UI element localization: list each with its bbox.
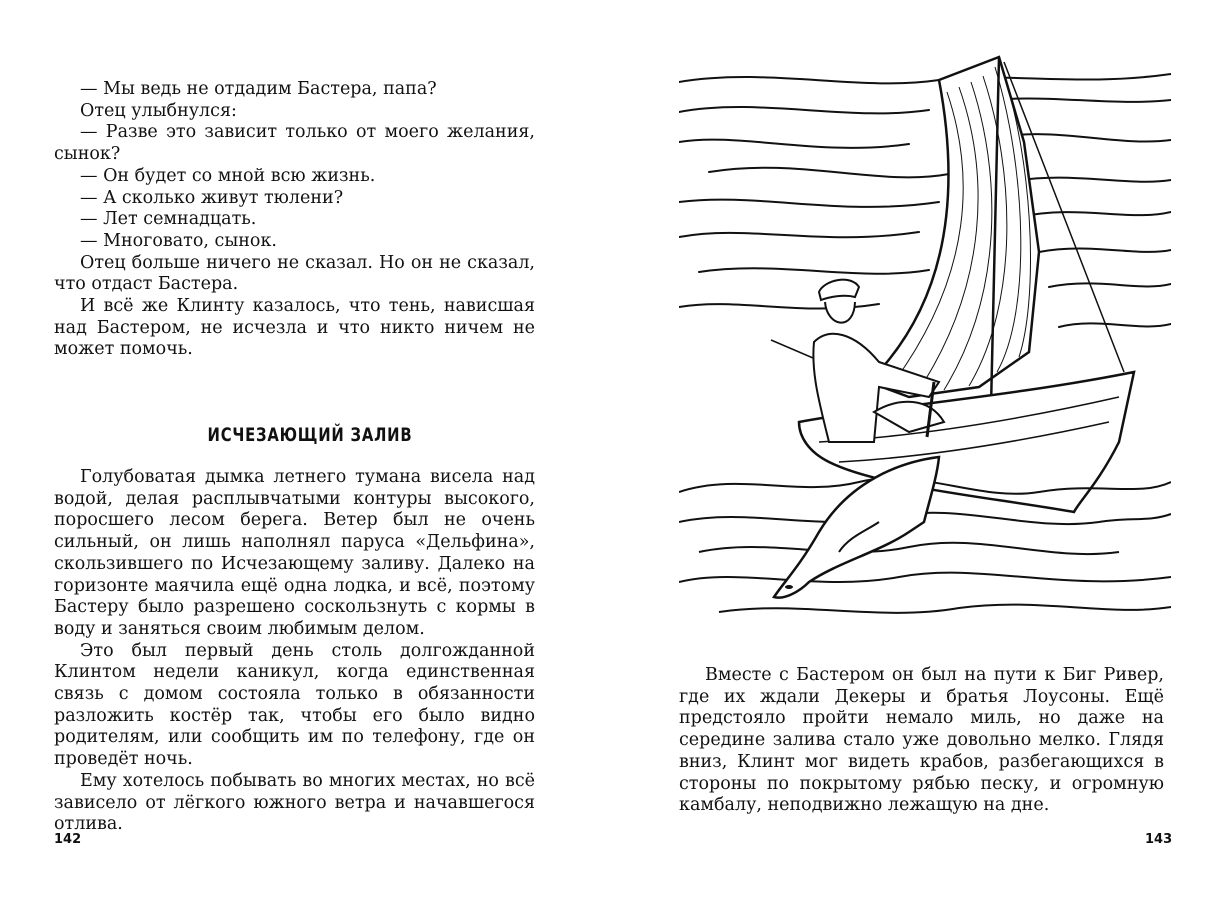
right-body	[679, 665, 1164, 817]
paragraph: Вместе с Бастером он был на пути к Биг Ривер, где их ждали Декеры и братья Лоусоны. Ещё предстояло пройти немало миль, но даже на середине залива стало уже довольно мелко. Глядя вниз, Клинт мог видеть крабов, разбегающихся в стороны по покрытому рябью песку, и огромную камбалу, неподвижно лежащую на дне.	[679, 665, 1164, 816]
paragraph: Ему хотелось побывать во многих местах, но всё зависело от лёгкого южного ветра и начавшегося отлива.	[54, 770, 535, 835]
chapter-body	[54, 467, 535, 836]
paragraph: — Разве это зависит только от моего желания, сынок?	[54, 122, 535, 165]
paragraph: Голубоватая дымка летнего тумана висела над водой, делая расплывчатыми контуры высокого, поросшего лесом берега. Ветер был не очень сильный, он лишь наполнял паруса «Дельфина», скользившего по Исчезающему заливу. Далеко на горизонте маячила ещё одна лодка, и всё, поэтому Бастеру было разрешено соскользнуть с кормы в воду и заняться своим любимым делом.	[54, 467, 535, 639]
illustration	[679, 52, 1171, 636]
page-number: 142	[54, 832, 82, 847]
paragraph: — Многовато, сынок.	[80, 230, 277, 251]
paragraph: — Он будет со мной всю жизнь.	[80, 165, 376, 186]
page-number: 143	[1145, 832, 1173, 847]
paragraph: — Мы ведь не отдадим Бастера, папа?	[80, 79, 437, 99]
sailboat-seal-illustration	[679, 52, 1171, 636]
right-page	[607, 0, 1214, 911]
dialogue-block	[54, 79, 535, 361]
paragraph: Отец больше ничего не сказал. Но он не сказал, что отдаст Бастера.	[54, 252, 535, 295]
paragraph: И всё же Клинту казалось, что тень, нависшая над Бастером, не исчезла и что никто ничем не может помочь.	[54, 296, 535, 360]
paragraph: — А сколько живут тюлени?	[80, 187, 344, 208]
paragraph: Отец улыбнулся:	[80, 100, 237, 121]
chapter-title: ИСЧЕЗАЮЩИЙ ЗАЛИВ	[207, 424, 413, 446]
paragraph: Это был первый день столь долгожданной Клинтом недели каникул, когда единственная связь с домом состояла только в обязанности разложить костёр так, чтобы его было видно родителям, или сообщить им по телефону, где он проведёт ночь.	[54, 640, 535, 770]
paragraph: — Лет семнадцать.	[80, 209, 257, 230]
